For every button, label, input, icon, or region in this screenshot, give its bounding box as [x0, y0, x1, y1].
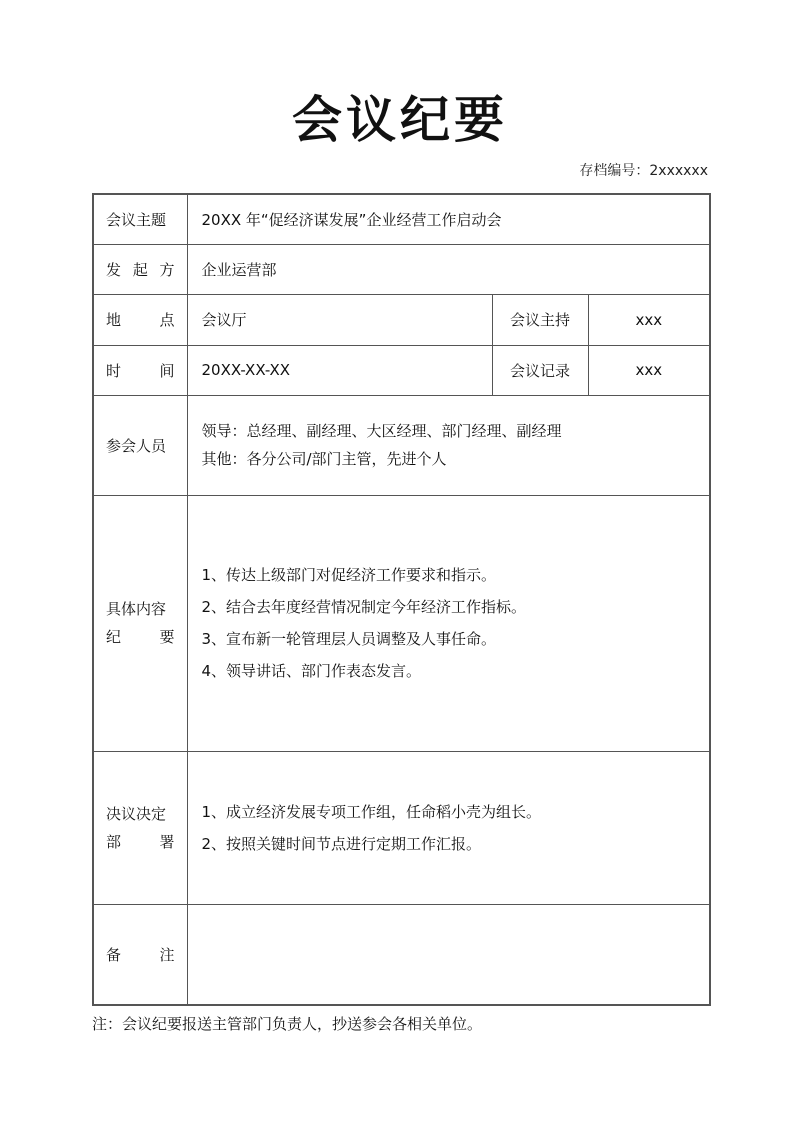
initiator-label-char: 起	[132, 260, 148, 279]
remarks-value	[187, 904, 710, 1005]
time-value: 20XX-XX-XX	[187, 345, 492, 395]
host-value: xxx	[588, 294, 710, 345]
topic-label-text	[106, 209, 175, 230]
archive-number: 存档编号：2xxxxxx	[579, 163, 708, 179]
row-remarks	[93, 904, 710, 1005]
initiator-value: 企业运营部	[187, 244, 710, 294]
decisions-label-line1: 决议决定	[106, 804, 167, 823]
row-attendees	[93, 395, 710, 495]
initiator-label	[93, 244, 187, 294]
page-title: 会议纪要	[292, 91, 508, 149]
remarks-label	[93, 904, 187, 1005]
content-item: 4、领导讲话、部门作表态发言。	[201, 662, 422, 680]
decision-item: 1、成立经济发展专项工作组，任命稻小壳为组长。	[201, 802, 542, 821]
row-content	[93, 495, 710, 751]
topic-value: 20XX 年“促经济谋发展”企业经营工作启动会	[187, 194, 710, 244]
content-label-char: 纪	[106, 628, 122, 646]
content-label	[93, 495, 187, 751]
location-label-char: 地	[106, 311, 122, 329]
content-label-line1: 具体内容	[106, 600, 167, 618]
recorder-label: 会议记录	[492, 345, 588, 395]
content-value	[187, 495, 710, 751]
location-label	[93, 294, 187, 345]
attendees-value	[187, 395, 710, 495]
time-label-char: 间	[159, 361, 175, 380]
attendees-line: 领导：总经理、副经理、大区经理、部门经理、副经理	[201, 422, 562, 440]
attendees-label-text: 参会人员	[106, 436, 167, 455]
topic-label-value: 会议主题	[106, 210, 167, 229]
time-label-char: 时	[106, 361, 122, 380]
attendees-line: 其他：各分公司/部门主管，先进个人	[201, 450, 447, 468]
footnote: 注：会议纪要报送主管部门负责人，抄送参会各相关单位。	[92, 1015, 483, 1033]
remarks-label-char: 备	[106, 945, 122, 964]
decision-item: 2、按照关键时间节点进行定期工作汇报。	[201, 834, 482, 853]
row-decisions	[93, 751, 710, 904]
initiator-label-char: 方	[159, 260, 175, 279]
host-label: 会议主持	[492, 294, 588, 345]
decisions-label-char: 署	[159, 832, 175, 851]
decisions-label-char: 部	[106, 832, 122, 851]
remarks-label-char: 注	[159, 945, 175, 964]
location-value: 会议厅	[187, 294, 492, 345]
row-location	[93, 294, 710, 345]
initiator-label-char: 发	[106, 260, 122, 279]
minutes-table	[92, 193, 711, 1006]
time-label	[93, 345, 187, 395]
content-item: 1、传达上级部门对促经济工作要求和指示。	[201, 566, 497, 584]
content-label-char: 要	[159, 628, 175, 646]
topic-label	[93, 194, 187, 244]
recorder-value: xxx	[588, 345, 710, 395]
location-label-char: 点	[159, 311, 175, 329]
row-initiator	[93, 244, 710, 294]
content-item: 3、宣布新一轮管理层人员调整及人事任命。	[201, 630, 497, 648]
attendees-label	[93, 395, 187, 495]
decisions-label	[93, 751, 187, 904]
row-topic	[93, 194, 710, 244]
content-item: 2、结合去年度经营情况制定今年经济工作指标。	[201, 598, 527, 616]
decisions-value	[187, 751, 710, 904]
row-time	[93, 345, 710, 395]
